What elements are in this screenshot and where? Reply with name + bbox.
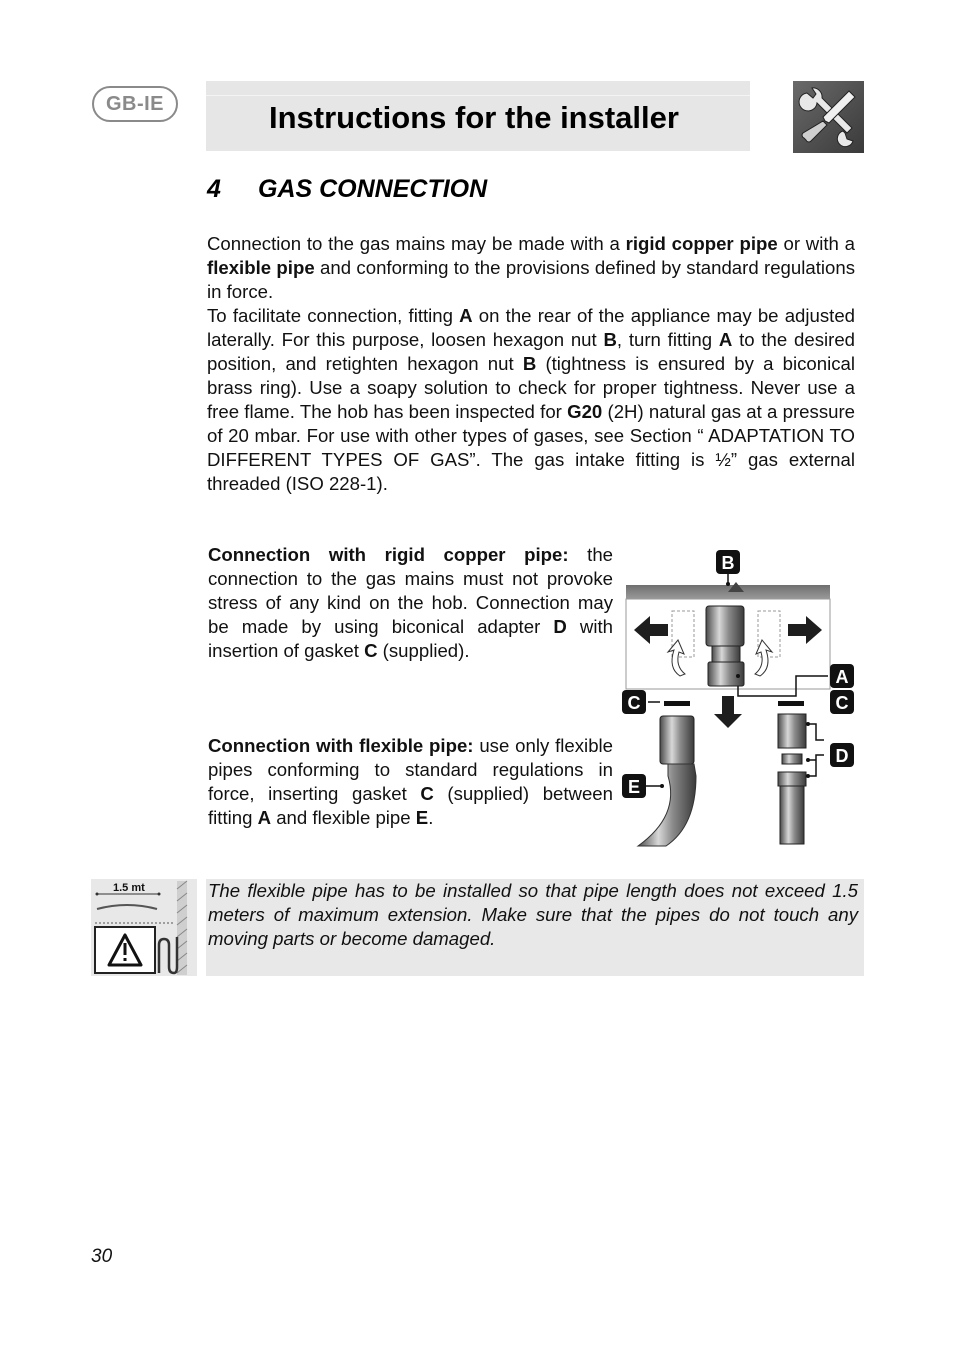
gas-connection-diagram <box>618 548 862 850</box>
header-bar <box>206 81 750 151</box>
bold-term: E <box>415 807 429 828</box>
bold-term: A <box>718 329 733 350</box>
label-a <box>830 664 854 688</box>
section-heading <box>207 175 487 204</box>
text-span: with insertion of gasket <box>208 616 613 661</box>
bold-term: B <box>603 329 617 350</box>
label-c-left <box>622 690 646 714</box>
text-span: , turn fitting <box>616 329 719 350</box>
section-title: GAS CONNECTION <box>258 175 488 203</box>
label-c-right <box>830 690 854 714</box>
text-span: to the desired position, and retighten hexagon nut <box>207 329 855 374</box>
svg-text:D: D <box>835 746 849 766</box>
svg-text:B: B <box>721 553 735 573</box>
text-span: (tightness is ensured by a biconical brass ring). Use a soapy solution to check for proper tightness. Never use a free flame. The hob has been inspected for <box>207 353 855 422</box>
label-d <box>830 743 854 767</box>
svg-text:C: C <box>835 693 849 713</box>
section-number: 4 <box>207 175 221 203</box>
text-span: and flexible pipe <box>271 807 416 828</box>
warning-illustration <box>91 879 197 976</box>
tools-icon <box>793 81 864 153</box>
length-label: 1.5 mt <box>113 882 145 894</box>
bold-term: G20 <box>567 401 603 422</box>
text-span: and conforming to the provisions defined by standard regulations in force. <box>207 257 855 302</box>
text-span: on the rear of the appliance may be adjusted laterally. For this purpose, loosen hexagon nut <box>207 305 856 350</box>
svg-text:A: A <box>835 667 849 687</box>
warning-box <box>206 879 864 976</box>
text-span: Connection to the gas mains may be made with a <box>207 233 626 254</box>
svg-text:C: C <box>627 693 641 713</box>
text-span: (2H) natural gas at a pressure of 20 mbar. For use with other types of gases, see Section “ ADAPTATION TO DIFFERENT TYPES OF GAS”. The gas intake fitting is ½” gas external threaded (ISO 228-1). <box>207 401 855 494</box>
label-e <box>622 774 646 798</box>
text-span: use only flexible pipes conforming to standard regulations in force, inserting gasket <box>208 735 614 804</box>
intro-paragraph <box>207 232 855 496</box>
rigid-heading: Connection with rigid copper pipe: <box>208 544 569 565</box>
bold-term: A <box>459 305 473 326</box>
bold-term: C <box>364 640 378 661</box>
bold-term: A <box>257 807 272 828</box>
rigid-pipe-paragraph <box>208 543 613 663</box>
text-span: . <box>428 807 434 828</box>
svg-text:E: E <box>627 777 641 797</box>
region-badge: GB-IE <box>92 86 178 122</box>
bold-term: rigid copper pipe <box>625 233 778 254</box>
text-span: (supplied). <box>377 640 470 661</box>
flexible-heading: Connection with flexible pipe: <box>208 735 474 756</box>
bold-term: D <box>553 616 567 637</box>
bold-term: flexible pipe <box>207 257 315 278</box>
text-span: (supplied) between fitting <box>208 783 613 828</box>
text-span: To facilitate connection, fitting <box>207 305 460 326</box>
text-span: or with a <box>777 233 855 254</box>
warning-text: The flexible pipe has to be installed so that pipe length does not exceed 1.5 meters of maximum extension. Make sure that the pipes do not touch any moving parts or become damaged. <box>208 880 858 949</box>
label-b <box>716 550 740 574</box>
bold-term: B <box>522 353 537 374</box>
page-title: Instructions for the installer <box>269 100 679 135</box>
header-highlight <box>206 95 750 96</box>
text-span: the connection to the gas mains must not provoke stress of any kind on the hob. Connection may be made by using biconical adapter <box>208 544 613 637</box>
bold-term: C <box>420 783 434 804</box>
page-number: 30 <box>91 1246 113 1267</box>
flexible-pipe-paragraph <box>208 734 613 830</box>
